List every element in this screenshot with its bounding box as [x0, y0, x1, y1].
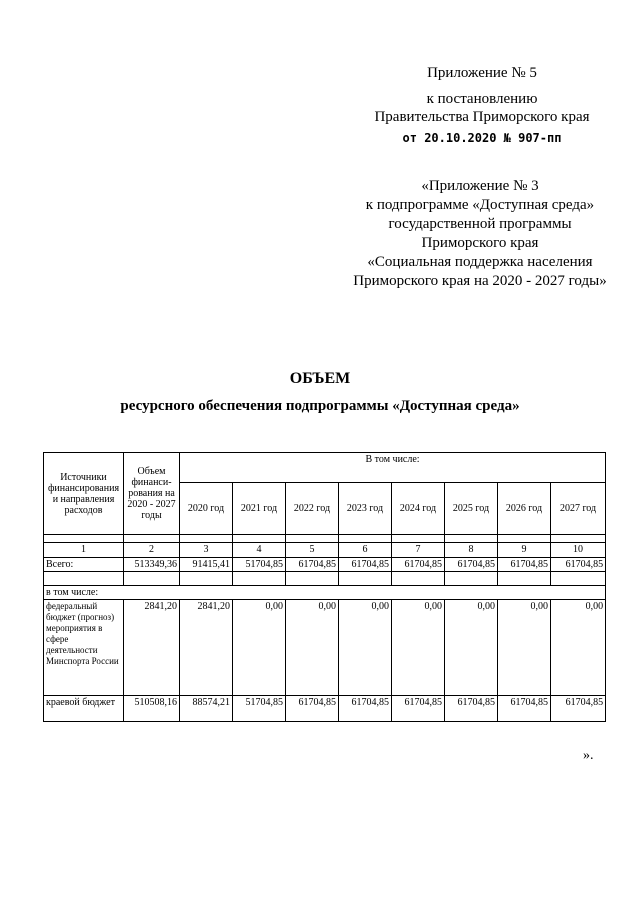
row-label: Всего:: [44, 558, 124, 572]
row-total: 2841,20: [124, 600, 180, 696]
year-value: 0,00: [498, 600, 551, 696]
index-cell: 10: [551, 543, 606, 558]
appendix-3-line: «Социальная поддержка населения: [367, 254, 593, 270]
year-value: 2841,20: [180, 600, 233, 696]
year-value: 61704,85: [445, 696, 498, 722]
index-cell: 6: [339, 543, 392, 558]
appendix-3-line: государственной программы: [388, 216, 572, 232]
year-value: 61704,85: [498, 696, 551, 722]
year-value: 51704,85: [233, 696, 286, 722]
appendix-3-header: [320, 177, 640, 291]
year-value: 61704,85: [445, 558, 498, 572]
appendix-5-header: [362, 64, 602, 147]
year-header: 2023 год: [339, 483, 392, 535]
year-value: 88574,21: [180, 696, 233, 722]
year-value: 0,00: [551, 600, 606, 696]
row-total: 510508,16: [124, 696, 180, 722]
year-header: 2025 год: [445, 483, 498, 535]
index-cell: 7: [392, 543, 445, 558]
index-cell: 8: [445, 543, 498, 558]
group-header: В том числе:: [180, 453, 606, 483]
index-cell: 5: [286, 543, 339, 558]
appendix-3-line: Приморского края: [421, 235, 539, 251]
closing-quote: ».: [583, 748, 594, 763]
index-cell: 2: [124, 543, 180, 558]
year-value: 0,00: [445, 600, 498, 696]
appendix-5-line-2: к постановлению: [426, 91, 538, 107]
table-row-federal: [44, 600, 606, 696]
index-cell: 4: [233, 543, 286, 558]
index-cell: 9: [498, 543, 551, 558]
appendix-5-title: Приложение № 5: [427, 65, 537, 81]
appendix-5-line-3: Правительства Приморского края: [374, 109, 590, 125]
year-value: 61704,85: [392, 696, 445, 722]
table-row-including: [44, 586, 606, 600]
index-cell: 1: [44, 543, 124, 558]
index-row: [44, 543, 606, 558]
year-value: 61704,85: [339, 696, 392, 722]
funding-table: [43, 452, 606, 722]
row-label: краевой бюджет: [44, 696, 124, 722]
year-value: 61704,85: [286, 558, 339, 572]
year-value: 51704,85: [233, 558, 286, 572]
year-value: 0,00: [286, 600, 339, 696]
table-row-regional: [44, 696, 606, 722]
index-cell: 3: [180, 543, 233, 558]
col-header-total: Объем финанси-рования на 2020 - 2027 годы: [124, 453, 180, 535]
col-header-sources: Источники финансирования и направления расходов: [44, 453, 124, 535]
year-value: 61704,85: [339, 558, 392, 572]
appendix-3-line: Приморского края на 2020 - 2027 годы»: [353, 273, 607, 289]
table-row-total: [44, 558, 606, 572]
year-value: 61704,85: [551, 558, 606, 572]
row-total: 513349,36: [124, 558, 180, 572]
year-value: 61704,85: [286, 696, 339, 722]
year-value: 0,00: [392, 600, 445, 696]
year-value: 91415,41: [180, 558, 233, 572]
year-value: 61704,85: [392, 558, 445, 572]
year-header: 2027 год: [551, 483, 606, 535]
appendix-3-line: «Приложение № 3: [421, 178, 539, 194]
year-header: 2020 год: [180, 483, 233, 535]
year-value: 61704,85: [551, 696, 606, 722]
year-header: 2026 год: [498, 483, 551, 535]
row-label: в том числе:: [44, 586, 606, 600]
year-value: 61704,85: [498, 558, 551, 572]
year-header: 2024 год: [392, 483, 445, 535]
row-label: федеральный бюджет (прогноз) мероприятия в сфере деятельности Минспорта России: [44, 600, 124, 696]
document-subtitle: ресурсного обеспечения подпрограммы «Доступная среда»: [120, 398, 520, 414]
appendix-3-line: к подпрограмме «Доступная среда»: [365, 197, 595, 213]
year-header: 2021 год: [233, 483, 286, 535]
year-value: 0,00: [233, 600, 286, 696]
appendix-5-date: от 20.10.2020 № 907-пп: [402, 131, 562, 145]
document-title: ОБЪЕМ: [289, 370, 351, 387]
year-header: 2022 год: [286, 483, 339, 535]
year-value: 0,00: [339, 600, 392, 696]
